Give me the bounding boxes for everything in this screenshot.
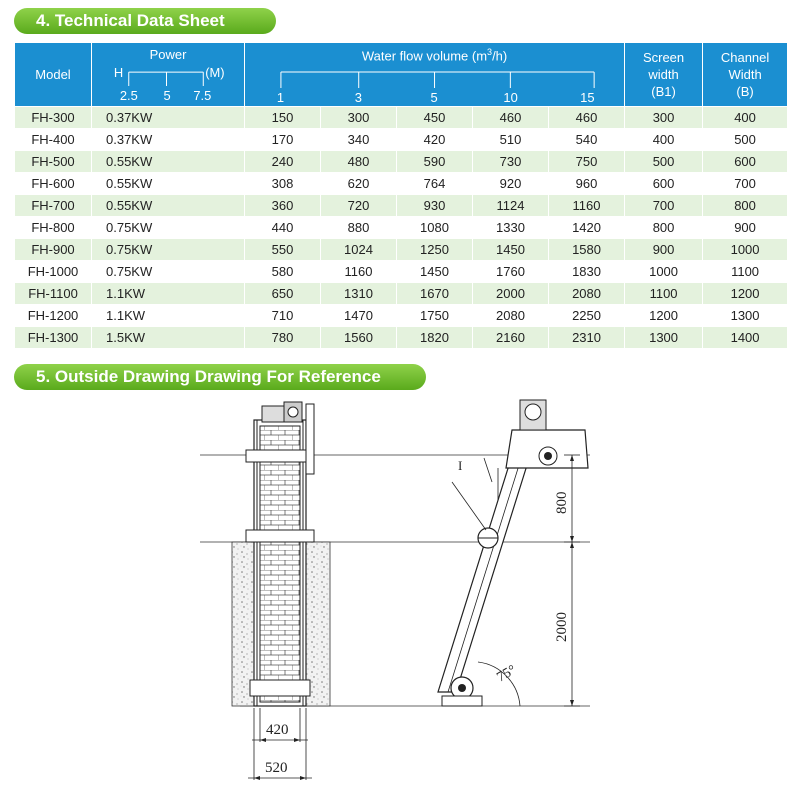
- table-row: [15, 107, 788, 129]
- cell-flow: 1310: [321, 283, 397, 305]
- cell-flow: 930: [397, 195, 473, 217]
- header-model: Model: [15, 43, 92, 107]
- cell-flow: 580: [245, 261, 321, 283]
- cell-power: 0.75KW: [92, 217, 245, 239]
- cell-power: 0.55KW: [92, 195, 245, 217]
- outside-drawing: [180, 390, 600, 802]
- flow-tick-10: 10: [503, 89, 518, 104]
- table-row: [15, 173, 788, 195]
- cell-flow: 2080: [549, 283, 625, 305]
- cell-model: FH-300: [15, 107, 92, 129]
- cell-flow: 150: [245, 107, 321, 129]
- cell-flow: 1450: [473, 239, 549, 261]
- cell-power: 1.5KW: [92, 327, 245, 349]
- cell-screen-width: 500: [625, 151, 703, 173]
- cell-screen-width: 1000: [625, 261, 703, 283]
- flow-tick-1: 1: [276, 89, 285, 104]
- cell-flow: 1580: [549, 239, 625, 261]
- cell-channel-width: 700: [703, 173, 788, 195]
- cell-flow: 1160: [549, 195, 625, 217]
- cell-flow: 1080: [397, 217, 473, 239]
- section-mark-label: I: [458, 458, 463, 473]
- cell-flow: 590: [397, 151, 473, 173]
- cell-model: FH-900: [15, 239, 92, 261]
- cell-flow: 2000: [473, 283, 549, 305]
- cell-flow: 1330: [473, 217, 549, 239]
- angle-label: 75°: [494, 662, 519, 686]
- cell-flow: 360: [245, 195, 321, 217]
- cell-model: FH-1200: [15, 305, 92, 327]
- cell-flow: 450: [397, 107, 473, 129]
- cell-channel-width: 500: [703, 129, 788, 151]
- cell-screen-width: 800: [625, 217, 703, 239]
- cell-channel-width: 1100: [703, 261, 788, 283]
- cell-flow: 730: [473, 151, 549, 173]
- cell-power: 0.75KW: [92, 261, 245, 283]
- cell-flow: 1124: [473, 195, 549, 217]
- power-tick-2-5: 2.5: [119, 87, 138, 103]
- header-screen-width: Screen width (B1): [625, 43, 703, 107]
- cell-flow: 460: [549, 107, 625, 129]
- header-channel-width: Channel Width (B): [703, 43, 788, 107]
- power-unit-label: (M): [205, 65, 225, 81]
- screen-front-view: [246, 404, 314, 706]
- cell-flow: 420: [397, 129, 473, 151]
- header-power-label: Power: [149, 47, 187, 62]
- cell-flow: 1450: [397, 261, 473, 283]
- cell-flow: 960: [549, 173, 625, 195]
- cell-flow: 764: [397, 173, 473, 195]
- cell-power: 1.1KW: [92, 305, 245, 327]
- dim-800-label: 800: [554, 491, 570, 514]
- table-row: [15, 327, 788, 349]
- cell-screen-width: 600: [625, 173, 703, 195]
- cell-flow: 920: [473, 173, 549, 195]
- screen-side-view: [438, 400, 588, 706]
- cell-flow: 720: [321, 195, 397, 217]
- cell-flow: 1560: [321, 327, 397, 349]
- cell-flow: 710: [245, 305, 321, 327]
- cell-flow: 540: [549, 129, 625, 151]
- cell-power: 0.75KW: [92, 239, 245, 261]
- cell-flow: 1760: [473, 261, 549, 283]
- table-row: [15, 195, 788, 217]
- cell-model: FH-800: [15, 217, 92, 239]
- cell-flow: 1470: [321, 305, 397, 327]
- flow-tick-3: 3: [354, 89, 362, 104]
- cell-screen-width: 300: [625, 107, 703, 129]
- cell-flow: 340: [321, 129, 397, 151]
- cell-flow: 550: [245, 239, 321, 261]
- cell-flow: 1820: [397, 327, 473, 349]
- header-flow: [245, 43, 625, 107]
- power-scale: [92, 64, 244, 104]
- cell-screen-width: 1100: [625, 283, 703, 305]
- cell-screen-width: 400: [625, 129, 703, 151]
- gear-motor-icon: [262, 402, 302, 422]
- flow-scale: [245, 64, 624, 104]
- cell-power: 0.37KW: [92, 107, 245, 129]
- cell-model: FH-700: [15, 195, 92, 217]
- table-row: [15, 305, 788, 327]
- cell-power: 0.55KW: [92, 151, 245, 173]
- cell-flow: 880: [321, 217, 397, 239]
- flow-tick-5: 5: [430, 89, 438, 104]
- cell-model: FH-1000: [15, 261, 92, 283]
- cell-power: 0.55KW: [92, 173, 245, 195]
- cell-flow: 460: [473, 107, 549, 129]
- cell-power: 1.1KW: [92, 283, 245, 305]
- cell-model: FH-1300: [15, 327, 92, 349]
- cell-channel-width: 1300: [703, 305, 788, 327]
- cell-flow: 440: [245, 217, 321, 239]
- cell-flow: 510: [473, 129, 549, 151]
- table-row: [15, 129, 788, 151]
- cell-channel-width: 1200: [703, 283, 788, 305]
- cell-power: 0.37KW: [92, 129, 245, 151]
- cell-channel-width: 1000: [703, 239, 788, 261]
- cell-screen-width: 900: [625, 239, 703, 261]
- cell-model: FH-600: [15, 173, 92, 195]
- cell-flow: 480: [321, 151, 397, 173]
- cell-flow: 750: [549, 151, 625, 173]
- cell-flow: 2160: [473, 327, 549, 349]
- cell-flow: 2080: [473, 305, 549, 327]
- cell-flow: 2310: [549, 327, 625, 349]
- power-tick-7-5: 7.5: [193, 87, 212, 103]
- cell-channel-width: 600: [703, 151, 788, 173]
- cell-screen-width: 1200: [625, 305, 703, 327]
- cell-flow: 1750: [397, 305, 473, 327]
- cell-model: FH-1100: [15, 283, 92, 305]
- table-row: [15, 217, 788, 239]
- cell-channel-width: 400: [703, 107, 788, 129]
- dim-2000-label: 2000: [554, 612, 570, 642]
- dim-420-label: 420: [266, 722, 289, 738]
- cell-flow: 1670: [397, 283, 473, 305]
- table-row: [15, 239, 788, 261]
- drawing-section-header: 5. Outside Drawing Drawing For Reference: [14, 364, 426, 390]
- cell-flow: 300: [321, 107, 397, 129]
- header-power: [92, 43, 245, 107]
- cell-flow: 650: [245, 283, 321, 305]
- cell-channel-width: 900: [703, 217, 788, 239]
- cell-flow: 240: [245, 151, 321, 173]
- cell-screen-width: 700: [625, 195, 703, 217]
- dim-520-label: 520: [265, 760, 288, 776]
- cell-flow: 1830: [549, 261, 625, 283]
- technical-data-table: [14, 42, 788, 349]
- cell-screen-width: 1300: [625, 327, 703, 349]
- cell-channel-width: 1400: [703, 327, 788, 349]
- power-tick-5: 5: [163, 87, 171, 103]
- cell-flow: 780: [245, 327, 321, 349]
- cell-flow: 1024: [321, 239, 397, 261]
- header-flow-label: Water flow volume $(m^3/h)$: [361, 47, 508, 64]
- power-h-label: H: [113, 65, 124, 81]
- cell-channel-width: 800: [703, 195, 788, 217]
- cell-model: FH-500: [15, 151, 92, 173]
- data-sheet-section-header: 4. Technical Data Sheet: [14, 8, 276, 34]
- table-row: [15, 151, 788, 173]
- cell-flow: 1160: [321, 261, 397, 283]
- flow-tick-15: 15: [580, 89, 595, 104]
- cell-flow: 1250: [397, 239, 473, 261]
- table-row: [15, 283, 788, 305]
- cell-flow: 620: [321, 173, 397, 195]
- cell-flow: 308: [245, 173, 321, 195]
- cell-flow: 2250: [549, 305, 625, 327]
- cell-flow: 170: [245, 129, 321, 151]
- table-row: [15, 261, 788, 283]
- cell-flow: 1420: [549, 217, 625, 239]
- cell-model: FH-400: [15, 129, 92, 151]
